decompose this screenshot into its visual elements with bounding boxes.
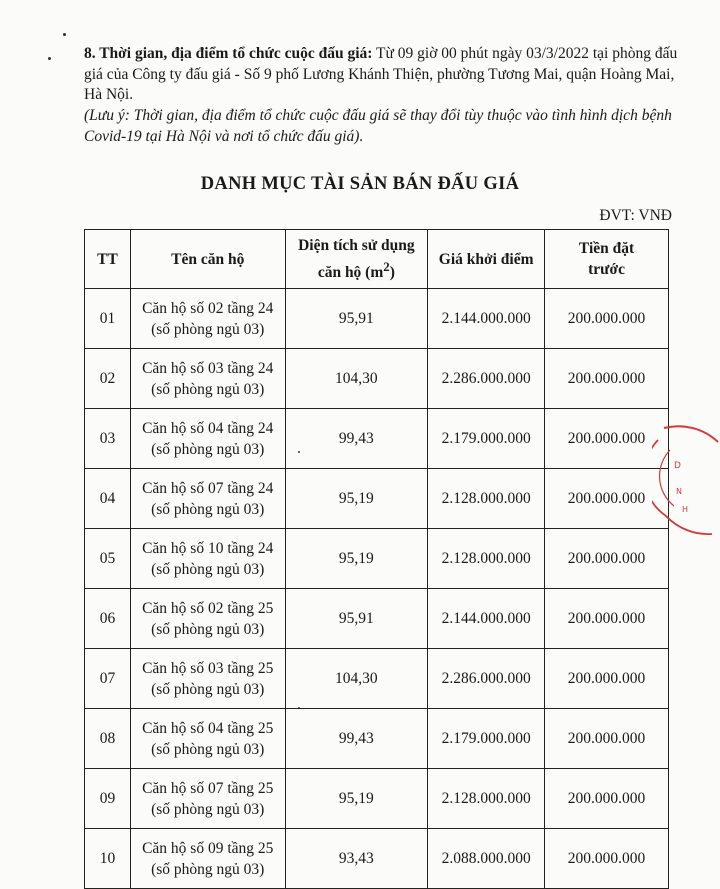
table-row (85, 469, 669, 529)
cell-name-line2: (số phòng ngủ 03) (151, 740, 265, 758)
cell-tt: 04 (85, 469, 131, 529)
cell-name (130, 469, 285, 529)
cell-name (130, 409, 285, 469)
table-row (85, 769, 669, 829)
cell-area: 93,43 (285, 829, 428, 889)
header-tt: TT (85, 230, 131, 289)
cell-deposit: 200.000.000 (545, 469, 669, 529)
red-seal-stamp (652, 420, 720, 540)
cell-tt: 10 (85, 829, 131, 889)
cell-deposit: 200.000.000 (545, 349, 669, 409)
table-row (85, 289, 669, 349)
cell-area: 104,30 (285, 649, 428, 709)
cell-name-line2: (số phòng ngủ 03) (151, 620, 265, 638)
cell-deposit: 200.000.000 (545, 589, 669, 649)
cell-area: 95,91 (285, 589, 428, 649)
asset-table (84, 229, 669, 889)
header-area-close: ) (389, 264, 395, 282)
cell-area: 95,19 (285, 469, 428, 529)
cell-area: 99,43 (285, 409, 428, 469)
cell-name-line2: (số phòng ngủ 03) (151, 440, 265, 458)
cell-area: 95,91 (285, 289, 428, 349)
cell-tt: 05 (85, 529, 131, 589)
cell-name (130, 649, 285, 709)
cell-price: 2.128.000.000 (428, 529, 545, 589)
table-header-row (85, 230, 669, 289)
cell-tt: 07 (85, 649, 131, 709)
cell-name-line2: (số phòng ngủ 03) (151, 380, 265, 398)
header-area-line2: căn hộ (m (317, 264, 384, 282)
cell-deposit: 200.000.000 (545, 529, 669, 589)
cell-name-line1: Căn hộ số 09 tầng 25 (142, 839, 274, 857)
cell-price: 2.128.000.000 (428, 469, 545, 529)
cell-name (130, 829, 285, 889)
table-row (85, 529, 669, 589)
svg-text:H: H (682, 505, 689, 514)
cell-name-line1: Căn hộ số 04 tầng 25 (142, 719, 274, 737)
header-area-line1: Diện tích sử dụng (298, 236, 415, 254)
cell-name-line2: (số phòng ngủ 03) (151, 860, 265, 878)
cell-tt: 02 (85, 349, 131, 409)
cell-area: 99,43 (285, 709, 428, 769)
svg-text:D: D (674, 461, 681, 471)
cell-name (130, 709, 285, 769)
cell-area: 95,19 (285, 769, 428, 829)
header-deposit (545, 230, 669, 289)
section-8-paragraph (84, 44, 684, 106)
page-title: DANH MỤC TÀI SẢN BÁN ĐẤU GIÁ (200, 174, 520, 194)
header-area (285, 230, 428, 289)
section-8-label: 8. Thời gian, địa điểm tổ chức cuộc đấu giá: (84, 45, 373, 62)
table-row (85, 409, 669, 469)
table-row (85, 649, 669, 709)
table-row (85, 829, 669, 889)
cell-tt: 06 (85, 589, 131, 649)
cell-name-line2: (số phòng ngủ 03) (151, 320, 265, 338)
currency-unit: ĐVT: VNĐ (599, 207, 672, 224)
cell-price: 2.088.000.000 (428, 829, 545, 889)
cell-name-line1: Căn hộ số 04 tầng 24 (142, 419, 274, 437)
svg-text:N: N (676, 487, 682, 496)
cell-name (130, 349, 285, 409)
section-8-text: Từ 09 giờ 00 phút ngày 03/3/2022 tại phòng đấu giá của Công ty đấu giá - Số 9 phố Lương Khánh Thiện, phường Tương Mai, quận Hoàng Mai, Hà Nội. (84, 45, 678, 103)
header-area-sup: 2 (383, 258, 390, 274)
cell-deposit: 200.000.000 (545, 289, 669, 349)
header-deposit-line1: Tiền đặt (578, 240, 635, 257)
table-row (85, 349, 669, 409)
cell-name-line1: Căn hộ số 03 tầng 24 (142, 359, 274, 377)
cell-tt: 01 (85, 289, 131, 349)
scan-speck (63, 33, 66, 36)
cell-tt: 03 (85, 409, 131, 469)
header-price: Giá khởi điểm (428, 230, 545, 289)
cell-deposit: 200.000.000 (545, 769, 669, 829)
cell-area: 104,30 (285, 349, 428, 409)
cell-price: 2.144.000.000 (428, 289, 545, 349)
cell-price: 2.128.000.000 (428, 769, 545, 829)
cell-tt: 09 (85, 769, 131, 829)
cell-name (130, 769, 285, 829)
cell-name-line1: Căn hộ số 07 tầng 24 (142, 479, 274, 497)
cell-name-line1: Căn hộ số 02 tầng 25 (142, 599, 274, 617)
cell-name-line1: Căn hộ số 10 tầng 24 (142, 539, 274, 557)
cell-name (130, 289, 285, 349)
cell-price: 2.286.000.000 (428, 649, 545, 709)
cell-price: 2.144.000.000 (428, 589, 545, 649)
cell-name-line2: (số phòng ngủ 03) (151, 680, 265, 698)
header-name: Tên căn hộ (130, 230, 285, 289)
cell-deposit: 200.000.000 (545, 649, 669, 709)
table-row (85, 709, 669, 769)
table-row (85, 589, 669, 649)
cell-name-line1: Căn hộ số 02 tầng 24 (142, 299, 274, 317)
cell-tt: 08 (85, 709, 131, 769)
cell-name-line1: Căn hộ số 07 tầng 25 (142, 779, 274, 797)
cell-price: 2.286.000.000 (428, 349, 545, 409)
cell-name (130, 529, 285, 589)
note-paragraph: (Lưu ý: Thời gian, địa điểm tổ chức cuộc đấu giá sẽ thay đổi tùy thuộc vào tình hình dịch bệnh Covid-19 tại Hà Nội và nơi tổ chức đấu giá). (84, 107, 672, 145)
cell-deposit: 200.000.000 (545, 709, 669, 769)
cell-price: 2.179.000.000 (428, 409, 545, 469)
cell-deposit: 200.000.000 (545, 409, 669, 469)
cell-price: 2.179.000.000 (428, 709, 545, 769)
cell-name-line1: Căn hộ số 03 tầng 25 (142, 659, 274, 677)
cell-deposit: 200.000.000 (545, 829, 669, 889)
header-deposit-line2: trước (588, 261, 625, 278)
cell-name-line2: (số phòng ngủ 03) (151, 560, 265, 578)
cell-area: 95,19 (285, 529, 428, 589)
scan-speck (48, 57, 51, 60)
cell-name-line2: (số phòng ngủ 03) (151, 500, 265, 518)
cell-name-line2: (số phòng ngủ 03) (151, 800, 265, 818)
cell-name (130, 589, 285, 649)
